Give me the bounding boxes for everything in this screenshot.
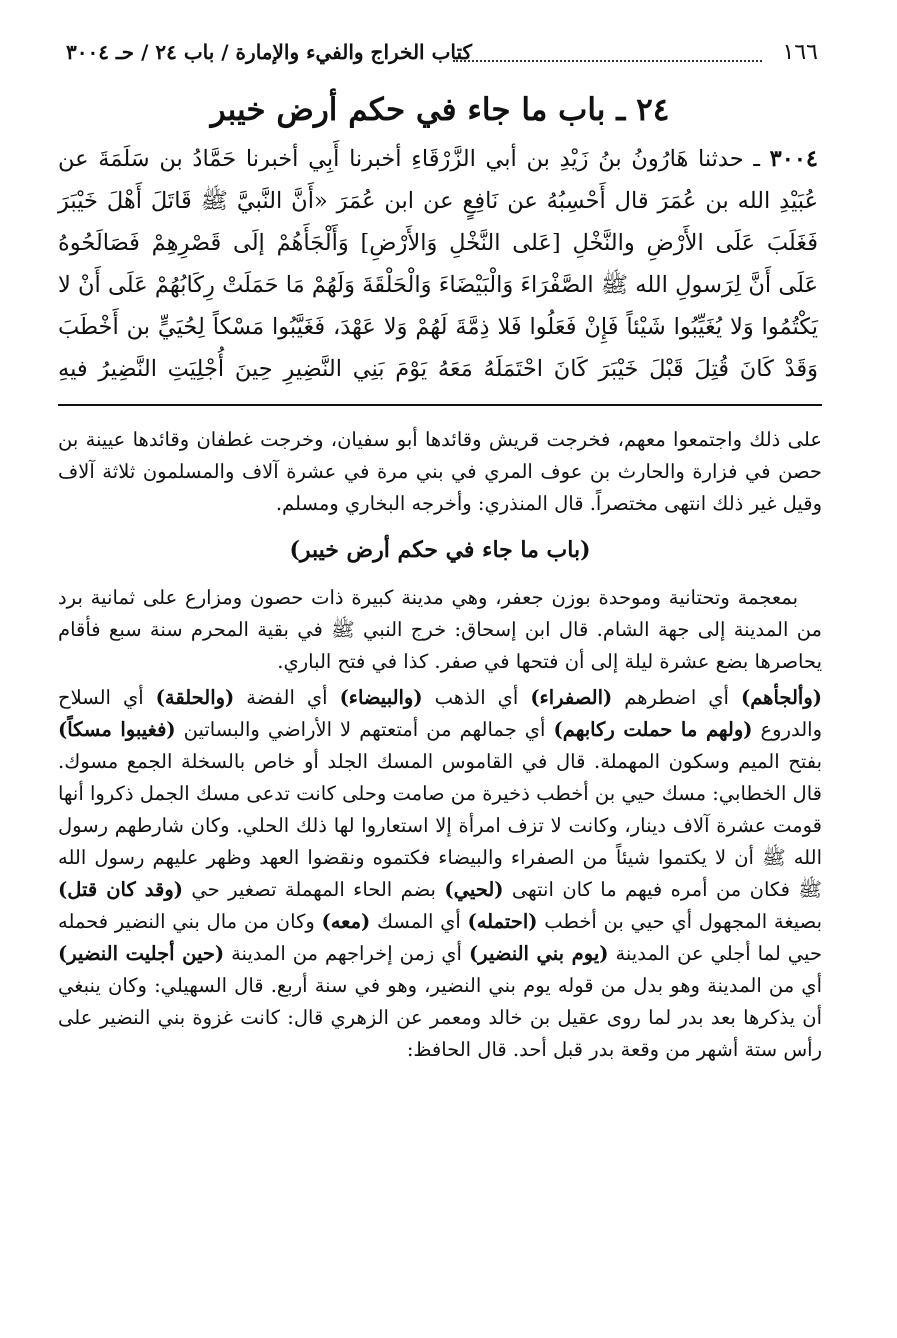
term-aljaahum: (وألجأهم) (740, 686, 822, 709)
footnote-divider (58, 404, 822, 406)
gloss-text: بضم الحاء المهملة تصغير حي (182, 878, 445, 901)
gloss-text: أي الفضة (234, 686, 340, 709)
gloss-text: بفتح الميم وسكون المهملة. قال في القاموس المسك الجلد أو خاص بالسخلة الجمع مسوك. قال الخطابي: مسك حيي بن أخطب ذخيرة من صامت وحلى كانت تدعى مسك الجمل ذكروا أنها قومت عشرة آلاف دينار، وكانت لا تزف امرأة إلا استعاروا لها ذلك الحلي. وكان شارطهم رسول الله ﷺ أن لا يكتموا شيئاً من الصفراء والبيضاء فكتموه ونقضوا العهد وظهر عليهم رسول الله ﷺ فكان من أمره فيهم ما كان انتهى (57, 750, 822, 901)
commentary-paragraph-2: بمعجمة وتحتانية وموحدة بوزن جعفر، وهي مدينة كبيرة ذات حصون ومزارع على ثمانية برد من المدينة إلى جهة الشام. قال ابن إسحاق: خرج النبي ﷺ في بقية المحرم سنة سبع فأقام يحاصرها بضع عشرة ليلة إلى أن فتحها في صفر. كذا في فتح الباري. (58, 586, 822, 673)
gloss-text: أي زمن إخراجهم من المدينة (224, 942, 469, 965)
header-leader-dots (453, 60, 762, 62)
term-rikabuhum: (ولهم ما حملت ركابهم) (553, 718, 753, 741)
running-title: كتاب الخراج والفيء والإمارة / باب ٢٤ / حـ ٣٠٠٤ (66, 40, 473, 64)
term-ihtamalahu: (احتمله) (467, 910, 538, 933)
term-albaydaa: (والبيضاء) (339, 686, 423, 709)
gloss-text: وكان من مال بني النضير فحمله حيي لما أجلي عن المدينة (58, 910, 822, 965)
commentary-sub-title: (باب ما جاء في حكم أرض خيبر) (289, 537, 591, 563)
commentary-block (58, 424, 822, 1066)
hadith-block (58, 138, 822, 390)
page-number: ١٦٦ (782, 40, 818, 65)
gloss-text: أي من المدينة وهو بدل من قوله يوم بني النضير، وهو في سنة أربع. قال السهيلي: وكان ينبغي أن يذكرها بعد بدر لما روى عقيل بن خالد ومعمر عن الزهري قال: كانت غزوة بني النضير على رأس ستة أشهر من وقعة بدر قبل أحد. قال الحافظ: (58, 974, 822, 1061)
chapter-title: ٢٤ ـ باب ما جاء في حكم أرض خيبر (210, 92, 670, 128)
term-assafra: (الصفراء) (530, 686, 613, 709)
term-maahu: (معه) (321, 910, 371, 933)
page-header (58, 36, 822, 72)
gloss-text: بصيغة المجهول أي حيي بن أخطب (537, 910, 823, 933)
term-qutil: (وقد كان قتل) (58, 878, 183, 901)
gloss-text: أي جمالهم من أمتعتهم لا الأراضي والبساتين (175, 718, 554, 741)
term-maskan: (فغيبوا مسكاً) (58, 718, 176, 741)
book-page (58, 36, 822, 1070)
term-hina-ujliyat: (حين أجليت النضير) (58, 942, 225, 965)
gloss-text: أي السلاح والدروع (58, 686, 823, 741)
hadith-text (58, 138, 818, 390)
gloss-text: أي المسك (370, 910, 468, 933)
term-yawm-bani-nadir: (يوم بني النضير) (468, 942, 609, 965)
term-alhalqa: (والحلقة) (155, 686, 235, 709)
commentary-paragraph-1: على ذلك واجتمعوا معهم، فخرجت قريش وقائدها أبو سفيان، وخرجت غطفان وقائدها عيينة بن حصن في فزارة والحارث بن عوف المري في بني مرة في عشرة آلاف والمسلمون ثلاثة آلاف وقيل غير ذلك انتهى مختصراً. قال المنذري: وأخرجه البخاري ومسلم. (58, 428, 822, 515)
commentary-paragraph-3 (58, 682, 822, 1066)
gloss-text: أي اضطرهم (612, 686, 741, 709)
gloss-text: أي الذهب (422, 686, 531, 709)
hadith-number: ٣٠٠٤ (769, 146, 818, 172)
hadith-body: ـ حدثنا هَارُونُ بنُ زَيْدِ بن أبي الزَّرْقَاءِ أخبرنا أَبِي أخبرنا حَمَّادُ بن سَلَمَةَ عن عُبَيْدِ الله بن عُمَرَ قال أَحْسِبُهُ عن نَافِعٍ عن ابن عُمَرَ «أَنَّ النَّبيَّ ﷺ قَاتَلَ أَهْلَ خَيْبَرَ فَغَلَبَ عَلَى الأَرْضِ والنَّخْلِ [عَلى النَّخْلِ وَالأَرْضِ] وَأَلْجَأَهُمْ إلَى قَصْرِهِمْ فَصَالَحُوهُ عَلَى أَنَّ لِرَسولِ الله ﷺ الصَّفْرَاءَ وَالْبَيْضَاءَ وَالْحَلْقَةَ وَلَهُمْ مَا حَمَلَتْ رِكَابُهُمْ عَلَى أَنْ لا يَكْتُمُوا وَلا يُغَيِّبُوا شَيْئاً فَإِنْ فَعَلُوا فَلا ذِمَّةَ لَهُمْ وَلا عَهْدَ، فَغَيَّبُوا مَسْكاً لِحُيَيٍّ بن أَخْطَبَ وَقَدْ كَانَ قُتِلَ قَبْلَ خَيْبَرَ كَانَ احْتَمَلَهُ مَعَهُ يَوْمَ بَنِي النَّضِيرِ حِينَ أُجْلِيَتِ النَّضِيرُ فيهِ (58, 146, 818, 382)
term-lihuyayy: (لحيي) (444, 878, 504, 901)
